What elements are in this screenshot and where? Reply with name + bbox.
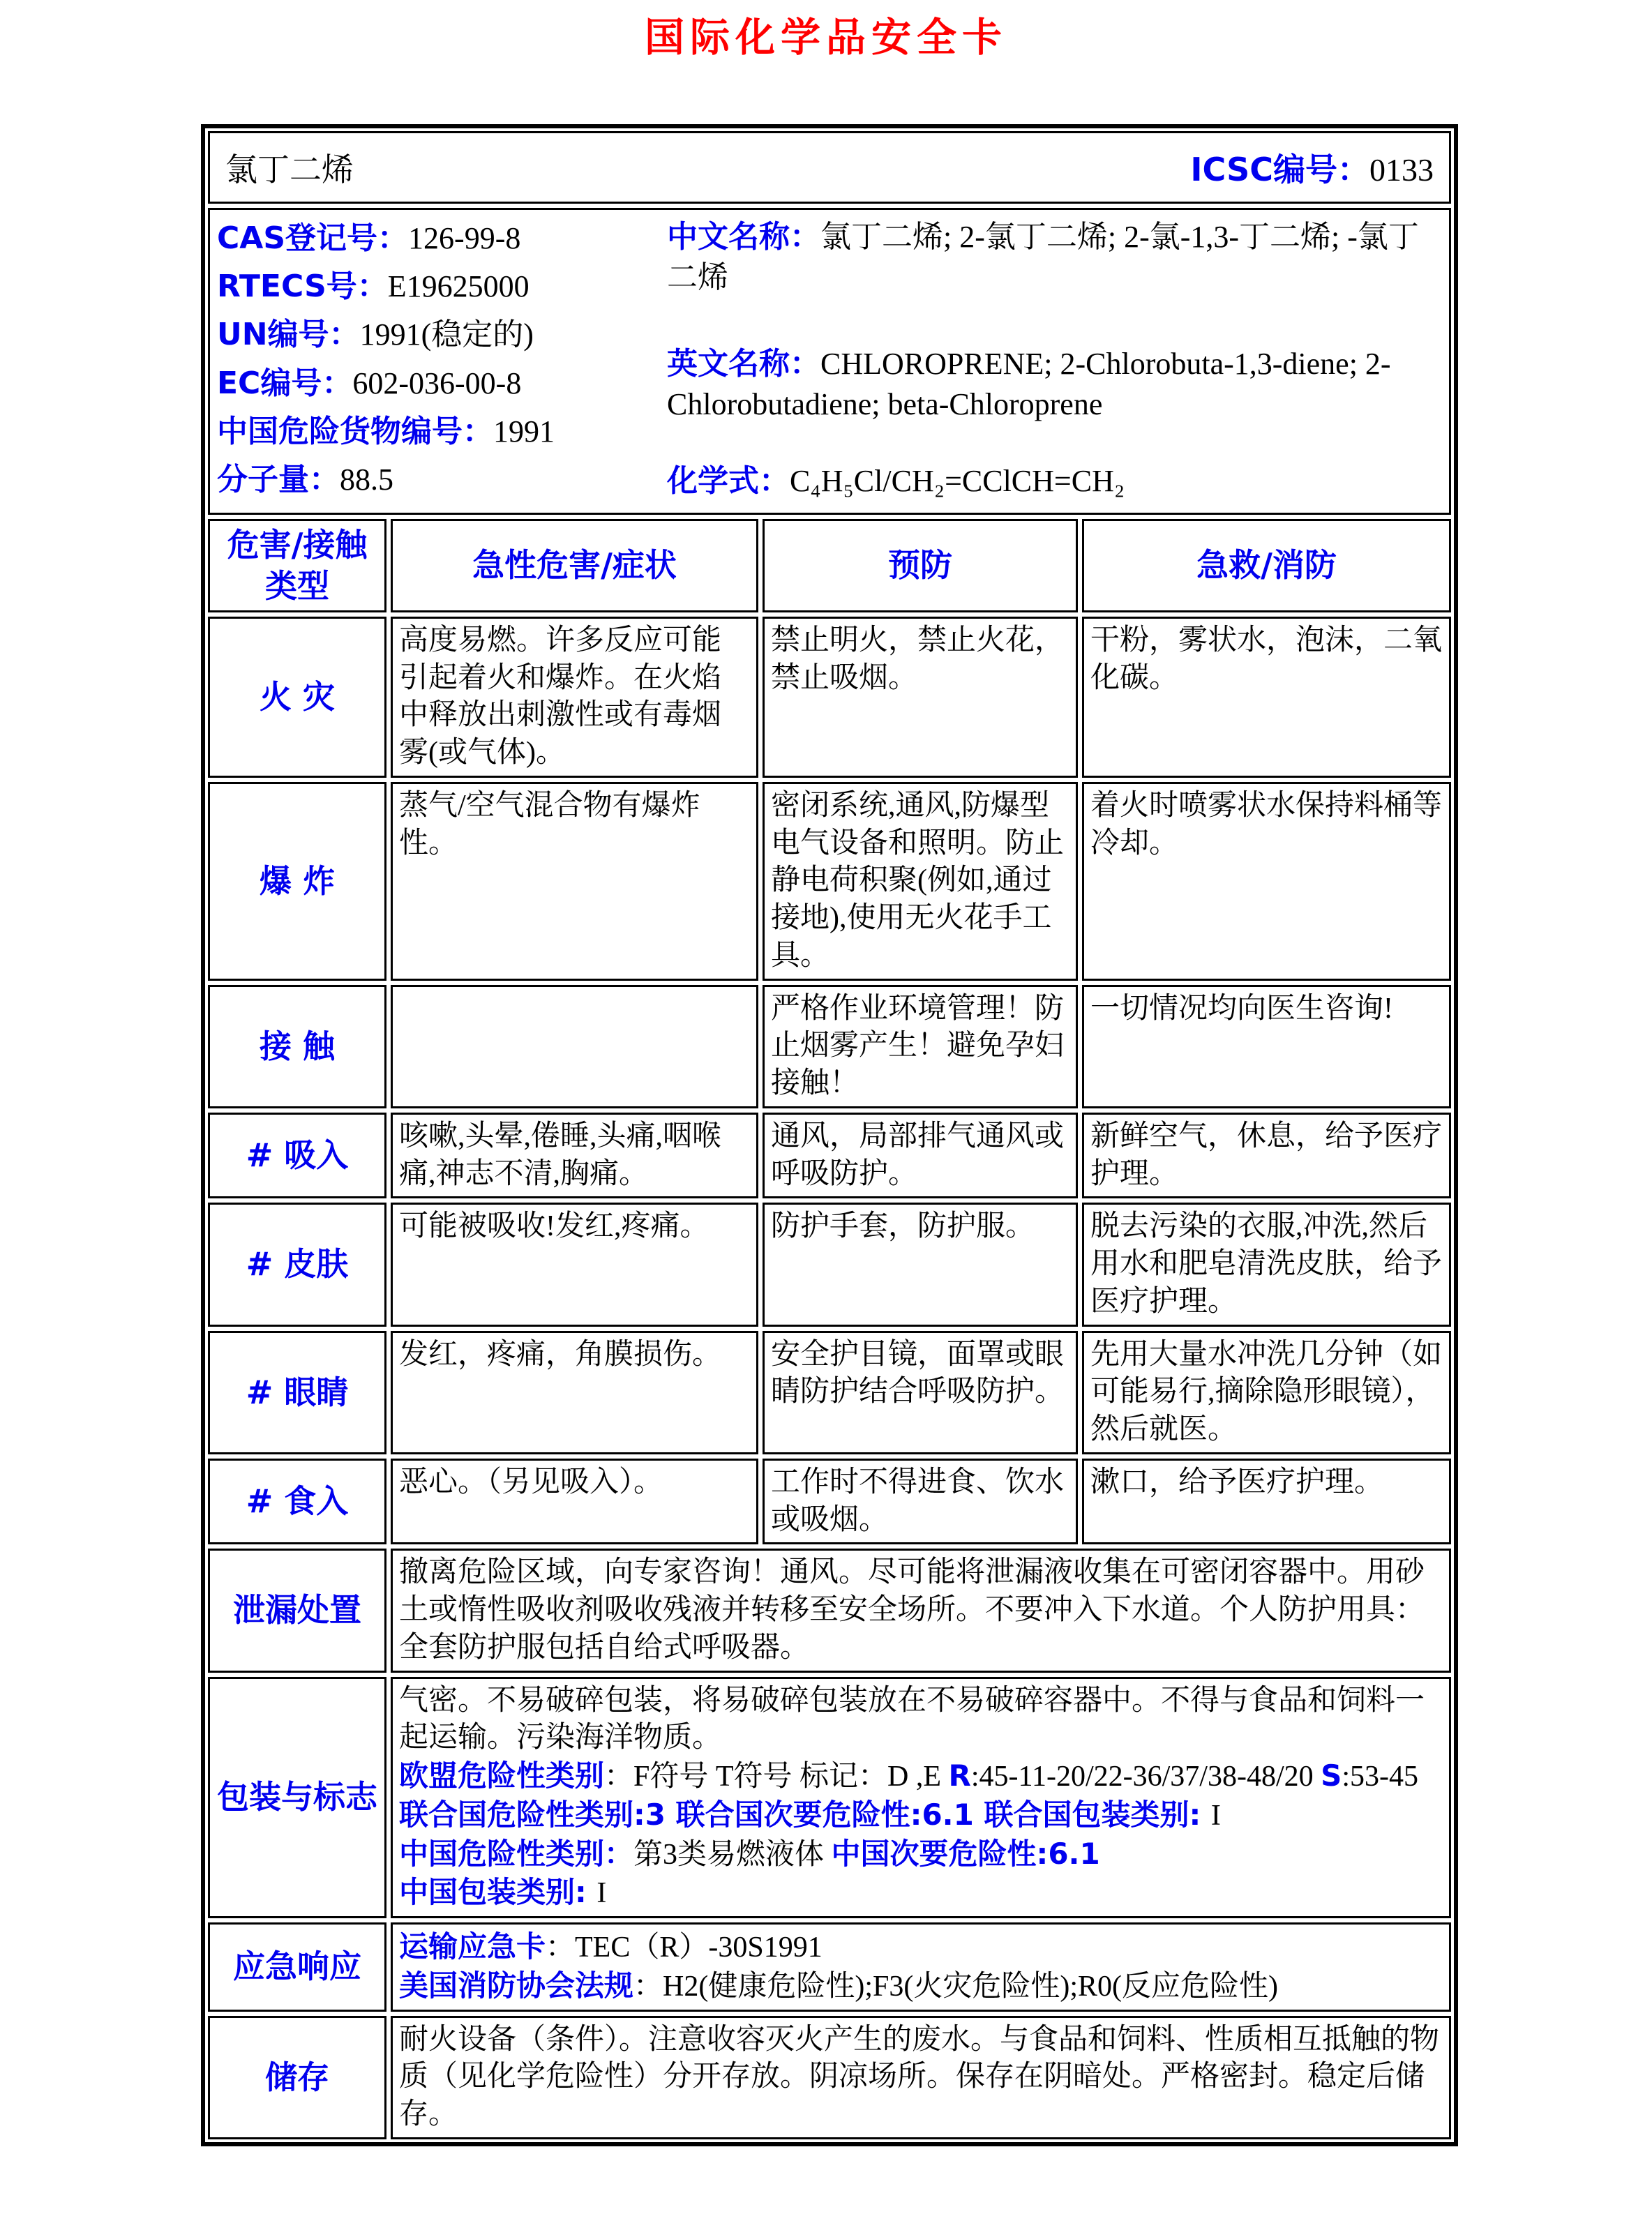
rtecs-label: RTECS号： xyxy=(217,269,388,305)
packaging-line-un-class: 联合国危险性类别:3 联合国次要危险性:6.1 联合国包装类别: I xyxy=(399,1797,1221,1832)
chinese-name-entry xyxy=(667,217,1438,298)
col-header-firstaid: 急救/消防 xyxy=(1082,519,1451,612)
inhalation-prevention: 通风，局部排气通风或呼吸防护。 xyxy=(763,1113,1078,1199)
row-label-skin: # 皮肤 xyxy=(208,1203,386,1326)
name-list xyxy=(667,217,1438,502)
row-label-inhalation: # 吸入 xyxy=(208,1113,386,1199)
emergency-line-tec: 运输应急卡：TEC（R）-30S1991 xyxy=(399,1929,823,1964)
explosion-prevention: 密闭系统,通风,防爆型电气设备和照明。防止静电荷积聚(例如,通过接地),使用无火花手工具。 xyxy=(763,782,1078,981)
fire-firstaid: 干粉，雾状水，泡沫，二氧化碳。 xyxy=(1082,617,1451,778)
china-dg-value: 1991 xyxy=(493,414,555,449)
ingestion-prevention: 工作时不得进食、饮水或吸烟。 xyxy=(763,1459,1078,1545)
skin-symptoms: 可能被吸收!发红,疼痛。 xyxy=(391,1203,758,1326)
skin-firstaid: 脱去污染的衣服,冲洗,然后用水和肥皂清洗皮肤，给予医疗护理。 xyxy=(1082,1203,1451,1326)
rtecs-value: E19625000 xyxy=(387,269,530,304)
icsc-number-line xyxy=(1190,144,1434,190)
icsc-label: ICSC编号： xyxy=(1190,151,1369,188)
formula-value: C₄H₅Cl/CH₂=CClCH=CH₂ xyxy=(790,464,1125,498)
eyes-firstaid: 先用大量水冲洗几分钟（如可能易行,摘除隐形眼镜），然后就医。 xyxy=(1082,1331,1451,1454)
cas-label: CAS登记号： xyxy=(217,220,409,256)
inhalation-firstaid: 新鲜空气，休息，给予医疗护理。 xyxy=(1082,1113,1451,1199)
icsc-number: 0133 xyxy=(1369,152,1434,188)
row-label-spill: 泄漏处置 xyxy=(208,1549,386,1672)
row-label-packaging: 包装与标志 xyxy=(208,1677,386,1919)
un-label: UN编号： xyxy=(217,317,360,353)
card-header xyxy=(208,131,1451,204)
english-name-value: CHLOROPRENE; 2-Chlorobuta-1,3-diene; 2-Chlorobutadiene; beta-Chloroprene xyxy=(667,347,1391,421)
packaging-line-china-class: 中国危险性类别：第3类易燃液体 中国次要危险性:6.1 xyxy=(399,1836,1100,1871)
col-header-symptoms: 急性危害/症状 xyxy=(391,519,758,612)
cas-number-line xyxy=(217,217,667,260)
eyes-prevention: 安全护目镜，面罩或眼睛防护结合呼吸防护。 xyxy=(763,1331,1078,1454)
row-label-explosion: 爆 炸 xyxy=(208,782,386,981)
formula-entry xyxy=(667,461,1438,502)
col-header-prevention: 预防 xyxy=(763,519,1078,612)
hazard-table xyxy=(208,519,1451,2139)
skin-prevention: 防护手套，防护服。 xyxy=(763,1203,1078,1326)
chinese-name-value: 氯丁二烯; 2-氯丁二烯; 2-氯-1,3-丁二烯; -氯丁二烯 xyxy=(667,220,1419,294)
molweight-line xyxy=(217,458,667,502)
col-header-hazard-type: 危害/接触类型 xyxy=(208,519,386,612)
row-label-ingestion: # 食入 xyxy=(208,1459,386,1545)
packaging-line-general: 气密。不易破碎包装，将易破碎包装放在不易破碎容器中。不得与食品和饲料一起运输。污染海洋物质。 xyxy=(399,1684,1425,1754)
spill-text: 撤离危险区域，向专家咨询！通风。尽可能将泄漏液收集在可密闭容器中。用砂土或惰性吸收剂吸收残液并转移至安全场所。不要冲入下水道。个人防护用具：全套防护服包括自给式呼吸器。 xyxy=(391,1549,1451,1672)
exposure-firstaid: 一切情况均向医生咨询! xyxy=(1082,985,1451,1108)
molweight-label: 分子量： xyxy=(217,461,340,497)
explosion-symptoms: 蒸气/空气混合物有爆炸性。 xyxy=(391,782,758,981)
packaging-content xyxy=(391,1677,1451,1919)
ec-value: 602-036-00-8 xyxy=(352,366,522,400)
row-label-eyes: # 眼睛 xyxy=(208,1331,386,1454)
storage-text: 耐火设备（条件）。注意收容灭火产生的废水。与食品和饲料、性质相互抵触的物质（见化学危险性）分开存放。阴凉场所。保存在阴暗处。严格密封。稳定后储存。 xyxy=(391,2016,1451,2139)
exposure-prevention: 严格作业环境管理！防止烟雾产生！避免孕妇接触！ xyxy=(763,985,1078,1108)
row-label-fire: 火 灾 xyxy=(208,617,386,778)
cas-value: 126-99-8 xyxy=(408,221,521,255)
fire-prevention: 禁止明火，禁止火花，禁止吸烟。 xyxy=(763,617,1078,778)
ingestion-symptoms: 恶心。（另见吸入）。 xyxy=(391,1459,758,1545)
emergency-line-nfpa: 美国消防协会法规：H2(健康危险性);F3(火灾危险性);R0(反应危险性) xyxy=(399,1968,1278,2003)
row-label-exposure: 接 触 xyxy=(208,985,386,1108)
safety-card xyxy=(201,124,1458,2146)
china-dg-number-line xyxy=(217,410,667,453)
china-dg-label: 中国危险货物编号： xyxy=(217,413,493,449)
packaging-line-eu-class: 欧盟危险性类别：F符号 T符号 标记：D ,E R:45-11-20/22-36/37/38-48/20 S:53-45 xyxy=(399,1759,1419,1793)
fire-symptoms: 高度易燃。许多反应可能引起着火和爆炸。在火焰中释放出刺激性或有毒烟雾(或气体)。 xyxy=(391,617,758,778)
chinese-name-label: 中文名称： xyxy=(667,219,820,255)
formula-label: 化学式： xyxy=(667,463,790,499)
row-label-storage: 储存 xyxy=(208,2016,386,2139)
exposure-symptoms xyxy=(391,985,758,1108)
identifier-list xyxy=(217,217,667,502)
un-number-line xyxy=(217,313,667,356)
emergency-content xyxy=(391,1922,1451,2012)
english-name-label: 英文名称： xyxy=(667,346,820,382)
molweight-value: 88.5 xyxy=(340,462,393,497)
ec-label: EC编号： xyxy=(217,365,353,401)
ec-number-line xyxy=(217,362,667,405)
ingestion-firstaid: 漱口，给予医疗护理。 xyxy=(1082,1459,1451,1545)
inhalation-symptoms: 咳嗽,头晕,倦睡,头痛,咽喉痛,神志不清,胸痛。 xyxy=(391,1113,758,1199)
explosion-firstaid: 着火时喷雾状水保持料桶等冷却。 xyxy=(1082,782,1451,981)
identification-section xyxy=(208,208,1451,515)
un-value: 1991(稳定的) xyxy=(359,317,534,352)
english-name-entry xyxy=(667,344,1438,425)
packaging-line-china-packgroup: 中国包装类别: I xyxy=(399,1875,607,1910)
page-title: 国际化学品安全卡 xyxy=(645,15,1007,61)
substance-name: 氯丁二烯 xyxy=(225,152,354,188)
rtecs-number-line xyxy=(217,265,667,308)
eyes-symptoms: 发红，疼痛，角膜损伤。 xyxy=(391,1331,758,1454)
row-label-emergency: 应急响应 xyxy=(208,1922,386,2012)
